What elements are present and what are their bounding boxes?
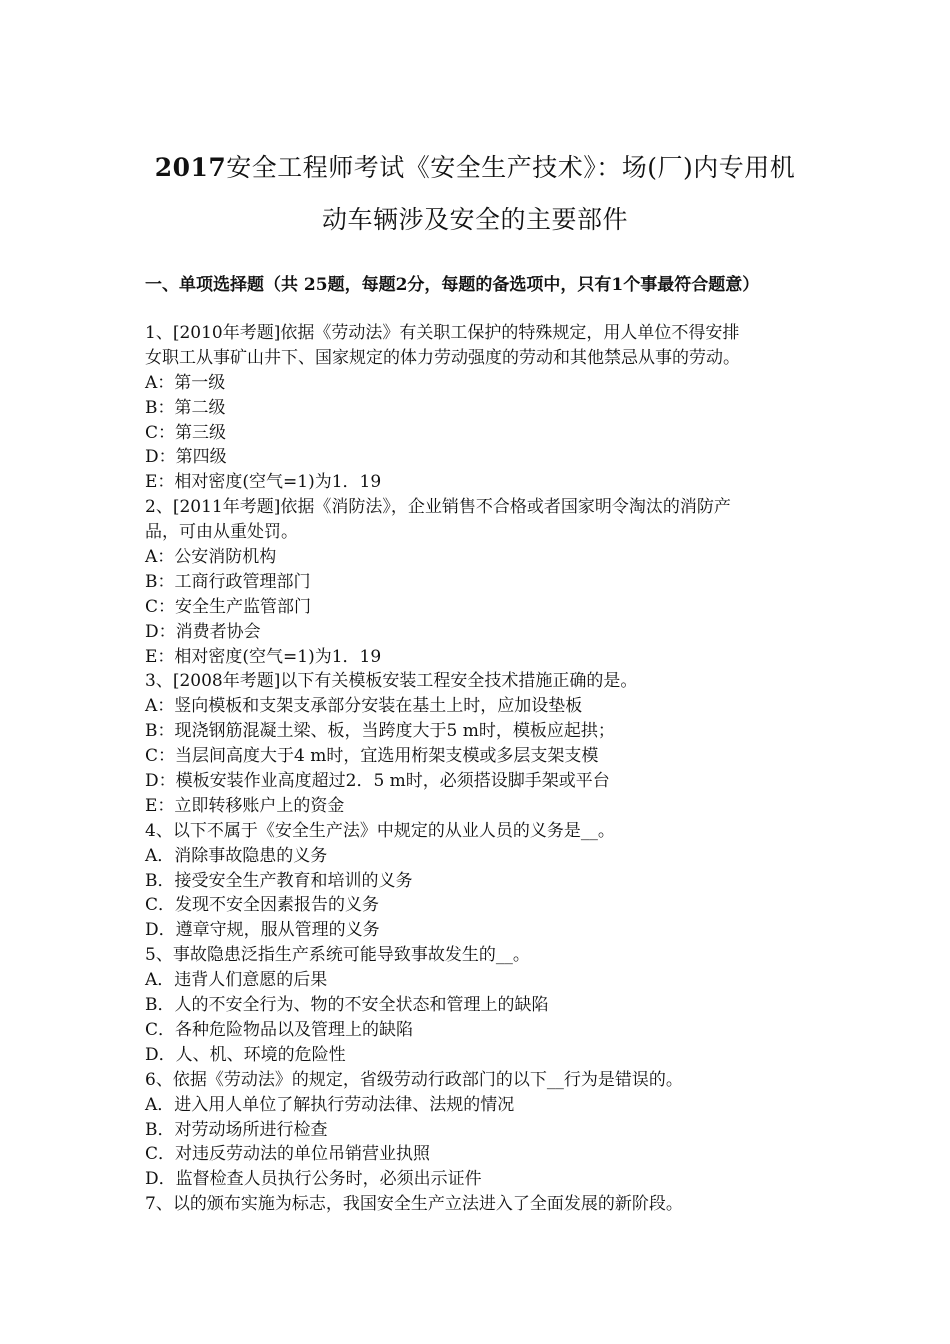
text-line: 品，可由从重处罚。 xyxy=(145,522,298,543)
text-line: B．人的不安全行为、物的不安全状态和管理上的缺陷 xyxy=(145,995,549,1016)
text-line: E：相对密度(空气=1)为1．19 xyxy=(145,472,382,493)
text-line: D．遵章守规，服从管理的义务 xyxy=(145,920,380,941)
text-line: B：现浇钢筋混凝土梁、板，当跨度大于5 m时，模板应起拱； xyxy=(145,721,615,742)
text-line: B．接受安全生产教育和培训的义务 xyxy=(145,870,413,891)
text-line: D：第四级 xyxy=(145,447,227,468)
text-line: 5、事故隐患泛指生产系统可能导致事故发生的__。 xyxy=(145,945,530,966)
text-line: 女职工从事矿山井下、国家规定的体力劳动强度的劳动和其他禁忌从事的劳动。 xyxy=(145,347,740,368)
text-line: D：模板安装作业高度超过2．5 m时，必须搭设脚手架或平台 xyxy=(145,771,610,792)
text-line: 1、[2010年考题]依据《劳动法》有关职工保护的特殊规定，用人单位不得安排 xyxy=(145,323,740,343)
text-line: B．对劳动场所进行检查 xyxy=(145,1119,328,1140)
text-line: E：立即转移账户上的资金 xyxy=(145,795,345,816)
text-line: C：当层间高度大于4 m时，宜选用桁架支模或多层支架支模 xyxy=(145,746,599,767)
text-line: E：相对密度(空气=1)为1．19 xyxy=(145,646,382,667)
text-line: 4、以下不属于《安全生产法》中规定的从业人员的义务是__。 xyxy=(145,820,615,841)
text-line: A：第一级 xyxy=(145,372,226,393)
text-line: C：第三级 xyxy=(145,422,227,443)
title-line-1 xyxy=(140,142,810,194)
text-line: D．监督检查人员执行公务时，必须出示证件 xyxy=(145,1169,482,1190)
text-line: 3、[2008年考题]以下有关模板安装工程安全技术措施正确的是。 xyxy=(145,671,638,692)
text-line: A：竖向模板和支架支承部分安装在基土上时，应加设垫板 xyxy=(145,696,583,717)
text-line: C．对违反劳动法的单位吊销营业执照 xyxy=(145,1144,431,1165)
text-line: D．人、机、环境的危险性 xyxy=(145,1044,346,1065)
text-line: A．进入用人单位了解执行劳动法律、法规的情况 xyxy=(145,1094,515,1115)
page-title xyxy=(140,142,810,246)
text-line: 2、[2011年考题]依据《消防法》，企业销售不合格或者国家明令淘汰的消防产 xyxy=(145,497,731,518)
text-line: A：公安消防机构 xyxy=(145,547,277,568)
text-line: 6、依据《劳动法》的规定，省级劳动行政部门的以下__行为是错误的。 xyxy=(145,1069,683,1090)
text-line: C．发现不安全因素报告的义务 xyxy=(145,895,380,916)
section-heading: 一、单项选择题（共 25题，每题2分，每题的备选项中，只有1个事最符合题意） xyxy=(145,275,760,295)
title-year: 2017 xyxy=(154,153,227,182)
text-line: B：工商行政管理部门 xyxy=(145,571,311,592)
title-line-2: 动车辆涉及安全的主要部件 xyxy=(321,205,628,234)
question-list xyxy=(145,321,815,1217)
text-line: D：消费者协会 xyxy=(145,621,261,642)
text-line: 7、以的颁布实施为标志，我国安全生产立法进入了全面发展的新阶段。 xyxy=(145,1194,683,1215)
text-line: A．违背人们意愿的后果 xyxy=(145,970,328,991)
text-line: C：安全生产监管部门 xyxy=(145,596,312,617)
title-line-1-text: 安全工程师考试《安全生产技术》：场(厂)内专用机 xyxy=(226,153,796,182)
text-line: A．消除事故隐患的义务 xyxy=(145,845,328,866)
text-line: C．各种危险物品以及管理上的缺陷 xyxy=(145,1019,414,1040)
text-line: B：第二级 xyxy=(145,397,226,418)
